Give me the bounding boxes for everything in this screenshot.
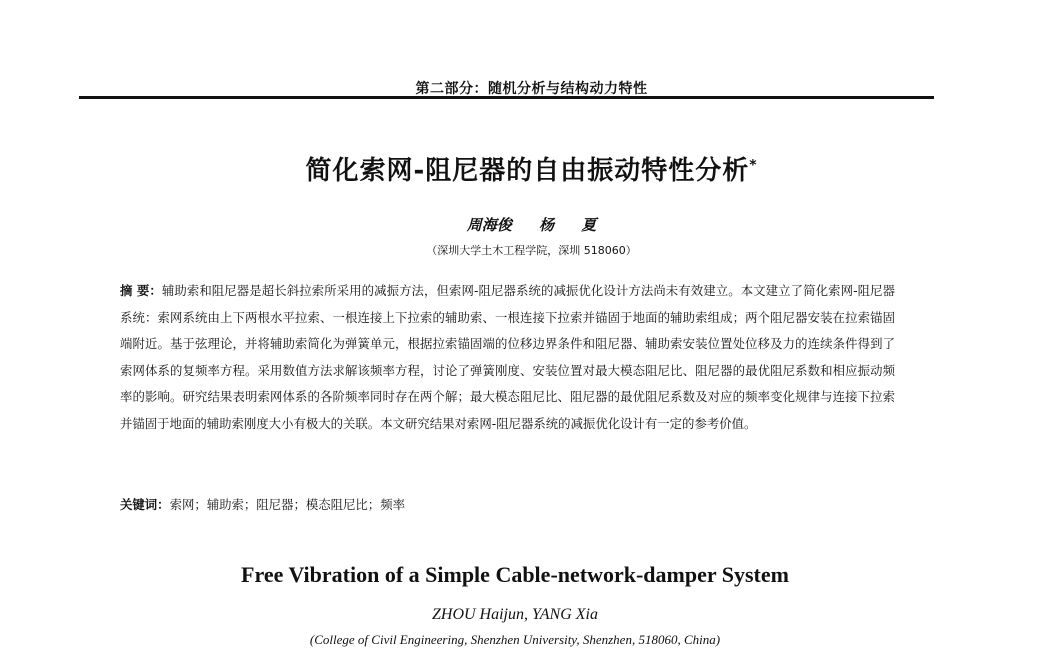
- paper-title-en: Free Vibration of a Simple Cable-network-damper System: [241, 562, 789, 587]
- affiliation-en: (College of Civil Engineering, Shenzhen University, Shenzhen, 518060, China): [309, 632, 721, 647]
- authors-cn: 周海俊 杨 夏: [466, 216, 597, 234]
- title-footnote-mark: *: [749, 157, 758, 174]
- keywords-cn: [120, 495, 895, 513]
- keywords-label: 关键词：: [120, 497, 170, 512]
- abstract-label: 摘 要：: [120, 283, 162, 298]
- abstract-text: 辅助索和阻尼器是超长斜拉索所采用的减振方法，但索网-阻尼器系统的减振优化设计方法尚未有效建立。本文建立了简化索网-阻尼器系统：索网系统由上下两根水平拉索、一根连接上下拉索的辅助索、一根连接下拉索并锚固于地面的辅助索组成；两个阻尼器安装在拉索锚固端附近。基于弦理论，并将辅助索简化为弹簧单元，根据拉索锚固端的位移边界条件和阻尼器、辅助索安装位置处位移及力的连续条件得到了索网体系的复频率方程。采用数值方法求解该频率方程，讨论了弹簧刚度、安装位置对最大模态阻尼比、阻尼器的最优阻尼系数和相应振动频率的影响。研究结果表明索网体系的各阶频率同时存在两个解；最大模态阻尼比、阻尼器的最优阻尼系数及对应的频率变化规律与连接下拉索并锚固于地面的辅助索刚度大小有极大的关联。本文研究结果对索网-阻尼器系统的减振优化设计有一定的参考价值。: [120, 283, 895, 431]
- authors-en: ZHOU Haijun, YANG Xia: [431, 606, 598, 623]
- abstract-cn: [120, 278, 895, 437]
- running-header: 第二部分：随机分析与结构动力特性: [415, 81, 648, 97]
- affiliation-cn: （深圳大学土木工程学院，深圳 518060）: [426, 244, 637, 257]
- paper-title-cn-text: 简化索网-阻尼器的自由振动特性分析: [305, 156, 750, 186]
- keywords-text: 索网；辅助索；阻尼器；模态阻尼比；频率: [169, 497, 405, 512]
- header-rule: [79, 96, 934, 99]
- paper-title-cn: [0, 150, 1063, 187]
